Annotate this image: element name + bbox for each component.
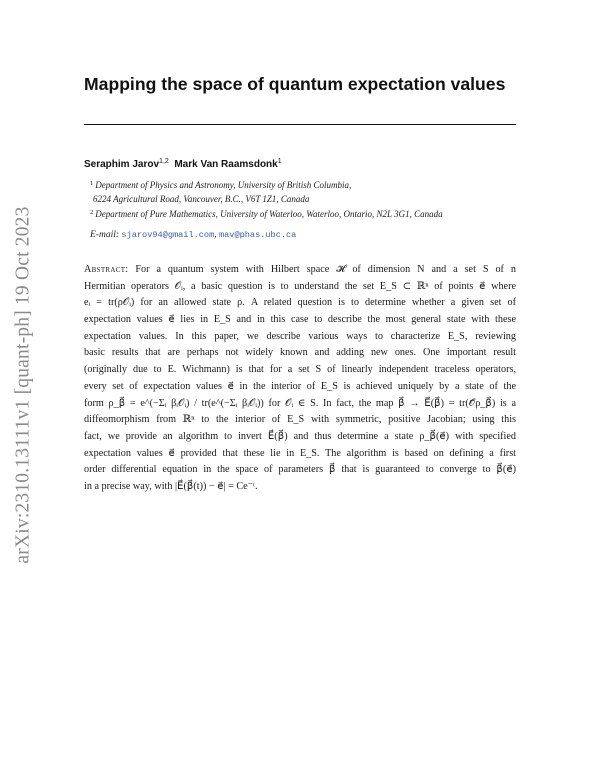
abstract-line: (originally due to E. Wichmann) is that for a set S of linearly independent traceless operators, — [84, 364, 516, 376]
arxiv-identifier: arXiv:2310.13111v1 [quant-ph] 19 Oct 2023 — [13, 206, 34, 564]
author-affiliation-mark: 1,2 — [159, 158, 169, 165]
abstract-line: every set of expectation values e⃗ in the interior of E_S is achieved uniquely by a state of the — [84, 380, 516, 392]
abstract-line: Hermitian operators 𝒪ᵢ, a basic question is to understand the set E_S ⊂ ℝⁿ of points e⃗ where — [84, 280, 516, 292]
author-affiliation-mark: 1 — [277, 158, 282, 165]
affiliation-text: Department of Pure Mathematics, University of Waterloo, Waterloo, Ontario, N2L 3G1, Canada — [95, 209, 443, 219]
abstract-heading: Abstract: — [84, 264, 129, 275]
affiliation-text: Department of Physics and Astronomy, University of British Columbia, — [95, 180, 352, 190]
abstract-line: expectation values. In this paper, we describe various ways to characterize E_S, reviewing — [84, 330, 516, 342]
affiliation — [90, 180, 351, 190]
abstract-line: eᵢ = tr(ρ𝒪ᵢ) for an allowed state ρ. A related question is to determine whether a given set of — [84, 297, 516, 309]
abstract-block — [84, 262, 516, 496]
affiliation-mark: 2 — [90, 209, 94, 216]
email-link[interactable]: sjarov94@gmail.com — [121, 230, 215, 240]
abstract-line: basic results that are perhaps not widely known and adding new ones. One important result — [84, 347, 516, 359]
affiliation — [90, 209, 443, 219]
abstract-line: in a precise way, with |E⃗(β⃗(t)) − e⃗| = Ce⁻ᵗ. — [84, 480, 258, 492]
affiliation-mark: 1 — [90, 180, 94, 187]
title-divider — [84, 124, 516, 125]
abstract-line: expectation values e⃗ provided that these lie in E_S. The algorithm is based on defining a first — [84, 447, 516, 459]
affiliation-text: 6224 Agricultural Road, Vancouver, B.C., V6T 1Z1, Canada — [93, 194, 310, 204]
abstract-line: form ρ_β⃗ = e^(−Σᵢ βᵢ𝒪ᵢ) / tr(e^(−Σᵢ βᵢ𝒪ᵢ)) for 𝒪ᵢ ∈ S. In fact, the map β⃗ → E⃗(β⃗) = tr(𝒪⃗ρ_β⃗) is a — [84, 397, 516, 409]
affiliation-continuation — [93, 194, 309, 204]
abstract-line: Abstract: For a quantum system with Hilbert space 𝓗 of dimension N and a set S of n — [84, 264, 516, 275]
abstract-line: diffeomorphism from ℝⁿ to the interior of E_S with symmetric, positive Jacobian; using this — [84, 414, 516, 426]
paper-title: Mapping the space of quantum expectation values — [84, 74, 506, 94]
email-separator: , — [214, 230, 217, 240]
author-name: Seraphim Jarov — [84, 159, 160, 170]
arxiv-sidebar-stamp — [6, 200, 42, 570]
email-link[interactable]: mav@phas.ubc.ca — [218, 230, 297, 240]
contact-emails — [90, 230, 296, 240]
abstract-line: fact, we provide an algorithm to invert E⃗(β⃗) and thus determine a state ρ_β⃗(e⃗) with specified — [84, 430, 516, 442]
email-label: E-mail: — [90, 230, 120, 240]
author-name: Mark Van Raamsdonk — [174, 159, 278, 170]
abstract-line: order differential equation in the space of parameters β⃗ that is guaranteed to converge to β⃗(e⃗) — [84, 464, 516, 476]
author-list — [84, 158, 282, 170]
abstract-line: expectation values e⃗ lies in E_S and in this case to describe the most general state with these — [84, 314, 516, 326]
